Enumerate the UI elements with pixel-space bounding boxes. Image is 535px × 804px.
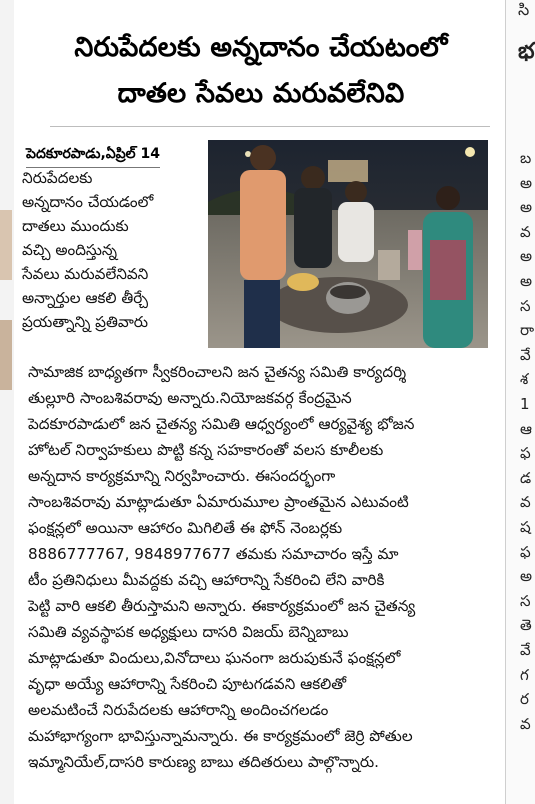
- adjacent-text-fragment: అ: [520, 173, 533, 192]
- adjacent-text-fragment: స: [520, 296, 531, 315]
- article-body-line: ఫంక్షన్లలో అయినా ఆహారం మిగిలితే ఈ ఫోన్ నెంబర్లకు: [28, 519, 343, 537]
- article-body-line: వృధా అయ్యే ఆహారాన్ని సేకరించి పూటగడవని ఆకలితో: [28, 675, 347, 693]
- adjacent-photo-fragment: [0, 210, 12, 280]
- adjacent-text-fragment: వే: [520, 345, 531, 364]
- adjacent-text-fragment: 1: [520, 395, 530, 413]
- adjacent-text-fragment: బ: [520, 149, 532, 167]
- adjacent-text-fragment: ర: [520, 690, 529, 709]
- adjacent-text-fragment: అ: [520, 198, 533, 217]
- adjacent-text-fragment: డ: [520, 468, 532, 487]
- adjacent-text-fragment: వ: [520, 493, 531, 512]
- article-body-line: ప్రయత్నాన్ని ప్రతివారు: [22, 313, 149, 331]
- article-body-line: సేవలు మరువలేనివని: [22, 265, 149, 283]
- adjacent-text-fragment: వే: [520, 641, 531, 659]
- article-body-line: అన్నదాన కార్యక్రమాన్ని నిర్వహించారు. ఈసందర్భంగా: [28, 467, 336, 485]
- article-body-line: సామాజిక బాధ్యతగా స్వీకరించాలని జన చైతన్య సమితి కార్యదర్శి: [28, 363, 407, 381]
- adjacent-text-fragment: సి: [518, 0, 530, 19]
- article-body-line: దాతలు ముందుకు: [22, 217, 129, 235]
- article-body-line: సాంబశివరావు మాట్లాడుతూ ఏమారుమూల ప్రాంతమైన ఎటువంటి: [28, 493, 409, 511]
- article-body-line: ఇమ్మానియేల్,దాసరి కారుణ్య బాబు తదితరులు పాల్గొన్నారు.: [28, 753, 379, 771]
- article-body-line: 8886777767, 9848977677 తమకు సమాచారం ఇస్తే మా: [28, 545, 399, 563]
- adjacent-text-fragment: వ: [520, 222, 531, 241]
- article-body-line: హోటల్ నిర్వాహకులు పొట్టి కన్న సహకారంతో వలస కూలీలకు: [28, 441, 384, 459]
- adjacent-text-fragment: రా: [520, 321, 535, 340]
- adjacent-text-fragment: వ: [520, 714, 531, 733]
- article-body-line: టీం ప్రతినిధులు మీవద్దకు వచ్చి ఆహారాన్ని సేకరించి లేని వారికి: [28, 571, 385, 589]
- adjacent-article-right-edge: [505, 0, 535, 804]
- article-body-line: పెట్టి వారి ఆకలి తీరుస్తామని అన్నారు. ఈకార్యక్రమంలో జన చైతన్య: [28, 597, 416, 615]
- headline-line-2: దాతల సేవలు మరువలేనివి: [117, 78, 405, 109]
- article-body-line: అన్నదానం చేయడంలో: [22, 193, 154, 211]
- article-body-line: పెదకూరపాడులో జన చైతన్య సమితి ఆధ్వర్యంలో ఆర్యవైశ్య భోజన: [28, 415, 415, 433]
- adjacent-text-fragment: స: [520, 591, 531, 610]
- headline-line-1: నిరుపేదలకు అన్నదానం చేయటంలో: [74, 32, 448, 63]
- article-body-line: నిరుపేదలకు: [22, 169, 93, 187]
- adjacent-text-fragment: తె: [520, 616, 532, 635]
- article-body-line: అన్నార్తుల ఆకలి తీర్చే: [22, 289, 149, 307]
- adjacent-text-fragment: ఫ: [520, 444, 531, 463]
- article-body-line: అలమటించే నిరుపేదలకు ఆహారాన్ని అందించగలడం: [28, 701, 329, 719]
- article-body-line: మాట్లాడుతూ విందులు,వినోదాలు ఘనంగా జరుపుకునే ఫంక్షన్లలో: [28, 649, 401, 667]
- adjacent-text-fragment: అ: [520, 272, 533, 290]
- adjacent-text-fragment: ఫ: [520, 542, 531, 561]
- adjacent-text-fragment: అ: [520, 247, 533, 266]
- adjacent-text-fragment: గ: [520, 665, 529, 684]
- headline-divider: [50, 126, 490, 127]
- article-body-line: సమితి వ్యవస్థాపక అధ్యక్షులు దాసరి విజయ్ బెన్నిబాబు: [28, 623, 349, 641]
- article-body-line: మహాభాగ్యంగా భావిస్తున్నామన్నారు. ఈ కార్యక్రమంలో జెర్రి పోతుల: [28, 727, 413, 745]
- food-distribution-photo: [208, 140, 488, 348]
- dateline: పెదకూరపాడు,ఏప్రిల్ 14: [26, 146, 160, 168]
- article-body-line: తుల్లూరి సాంబశివరావు అన్నారు.నియోజకవర్గ కేంద్రమైన: [28, 389, 352, 407]
- news-photo: [208, 140, 488, 348]
- article-body-line: వచ్చి అందిస్తున్న: [22, 241, 118, 259]
- adjacent-headline-fragment: భ: [518, 39, 535, 64]
- adjacent-photo-fragment: [0, 320, 12, 390]
- adjacent-text-fragment: ష: [520, 518, 531, 536]
- adjacent-text-fragment: అ: [520, 567, 533, 586]
- adjacent-text-fragment: శ: [520, 370, 529, 389]
- adjacent-text-fragment: ఆ: [520, 419, 532, 438]
- adjacent-article-left-edge: [0, 0, 14, 804]
